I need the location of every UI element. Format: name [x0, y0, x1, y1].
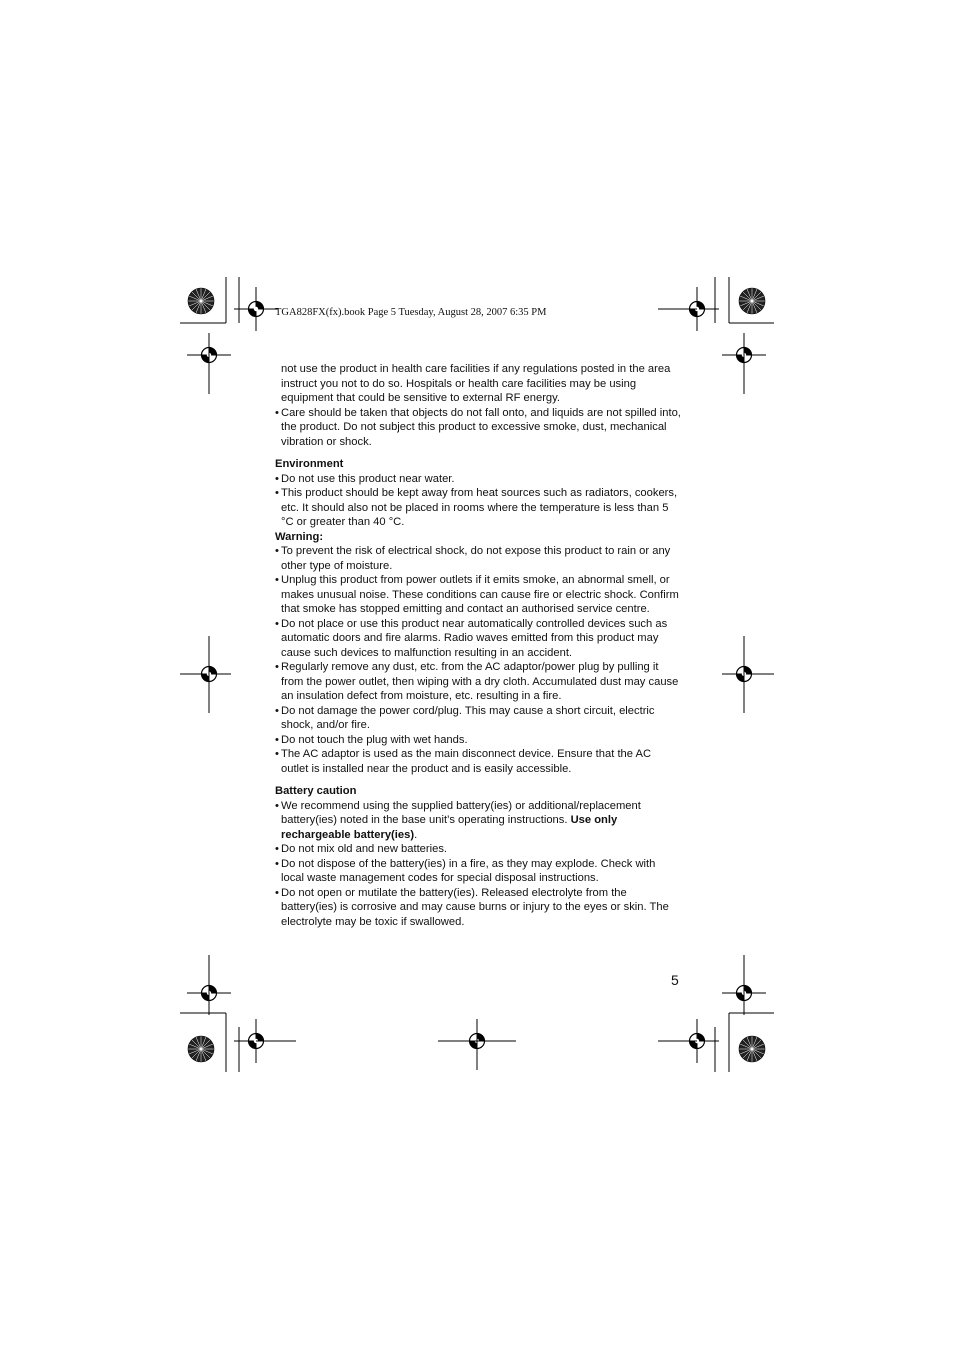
list-item: • Unplug this product from power outlets if it emits smoke, an abnormal smell, or makes unusual noise. These conditions can cause fire or electric shock. Confirm that smoke has stopped emitting and contact an authorised service centre. [275, 573, 681, 617]
list-item: • Do not touch the plug with wet hands. [275, 733, 681, 748]
safety-content [275, 362, 681, 929]
starburst-target-icon [188, 288, 214, 314]
list-item: • Do not use this product near water. [275, 472, 681, 487]
list-item: • Do not mix old and new batteries. [275, 842, 681, 857]
section-heading-battery-caution: Battery caution [275, 785, 357, 797]
list-item [275, 799, 681, 843]
registration-crosshair-icon [234, 287, 278, 331]
section-heading-warning: Warning: [275, 530, 324, 543]
starburst-target-icon [739, 288, 765, 314]
list-item: • The AC adaptor is used as the main disconnect device. Ensure that the AC outlet is installed near the product and is easily accessible. [275, 747, 681, 776]
book-header-slug: TGA828FX(fx).book Page 5 Tuesday, August 28, 2007 6:35 PM [275, 307, 547, 318]
intro-continuation: not use the product in health care facilities if any regulations posted in the area instruct you not to do so. Hospitals or health care facilities may be using equipment that could be sensitive to external RF energy. [281, 363, 671, 404]
starburst-target-icon [739, 1036, 765, 1062]
list-item: • Do not place or use this product near automatically controlled devices such as automatic doors and fire alarms. Radio waves emitted from this product may cause such devices to malfunction resulting in an accident. [275, 617, 681, 661]
list-item: • To prevent the risk of electrical shock, do not expose this product to rain or any other type of moisture. [275, 544, 681, 573]
list-item: • Do not open or mutilate the battery(ies). Released electrolyte from the battery(ies) is corrosive and may cause burns or injury to the eyes or skin. The electrolyte may be toxic if swallowed. [275, 886, 681, 930]
battery-emphasis: Use only rechargeable battery(ies) [281, 814, 618, 841]
page-number: 5 [671, 972, 679, 988]
list-item: • Do not damage the power cord/plug. This may cause a short circuit, electric shock, and/or fire. [275, 704, 681, 733]
list-item: • Regularly remove any dust, etc. from the AC adaptor/power plug by pulling it from the power outlet, then wiping with a dry cloth. Accumulated dust may cause an insulation defect from moisture, etc. resulting in a fire. [275, 660, 681, 704]
list-item: • This product should be kept away from heat sources such as radiators, cookers, etc. It should also not be placed in rooms where the temperature is less than 5 °C or greater than 40 °C. [275, 486, 681, 530]
starburst-target-icon [188, 1036, 214, 1062]
list-item: • Care should be taken that objects do not fall onto, and liquids are not spilled into, the product. Do not subject this product to excessive smoke, dust, mechanical vibration or shock. [275, 406, 681, 450]
section-heading-environment: Environment [275, 458, 344, 470]
battery-recommendation-text: We recommend using the supplied battery(ies) or additional/replacement battery(ies) noted in the base unit’s operating instructions. [281, 799, 641, 826]
battery-recommendation-end: . [414, 828, 418, 841]
list-item: • Do not dispose of the battery(ies) in a fire, as they may explode. Check with local waste management codes for special disposal instructions. [275, 857, 681, 886]
